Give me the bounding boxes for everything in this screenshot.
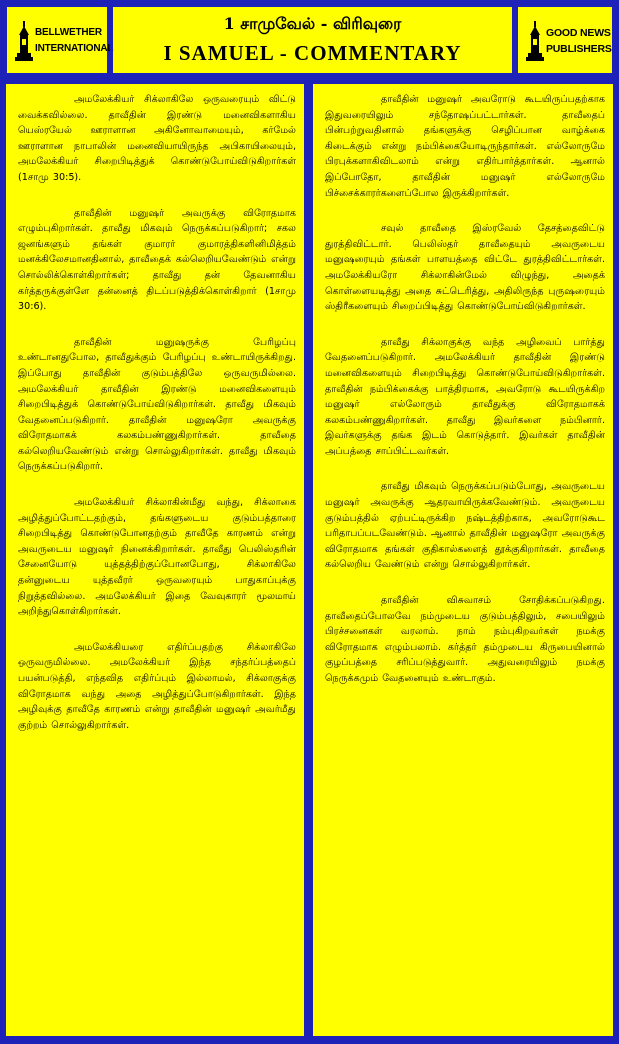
bellwether-logo [4,4,114,76]
right-paragraph-5: தாவீதின் விசுவாசம் சோதிக்கப்படுகிறது. தாவீதைப்போலவே நம்முடைய குடும்பத்திலும், சபையிலும் பிரச்சனைகள் வரலாம். நாம் நம்புகிறவர்கள் நமக்கு விரோதமாக எழும்பலாம். கர்த்தர் தம்முடைய கிருபையினால் குழப்பத்தை சரிப்படுத்துவார். அதுவரையிலும் நமக்கு நெருக்கமும் வேதனையும் உண்டாகும். [325,595,605,684]
right-paragraph-1: தாவீதின் மனுஷர் அவரோடு கூடயிருப்பதற்காக இதுவரையிலும் சந்தோஷப்பட்டார்கள். தாவீதைப் பின்பற்றுவதினால் தங்களுக்கு செழிப்பான வாழ்க்கை கிடைக்கும் என்று நம்பிக்கையோடிருந்தார்கள். எல்லோருமே பிரபுக்களாகிவிடலாம் என்று எதிர்பார்த்தார்கள். ஆனால் இப்போதோ, தாவீதின் மனுஷர் எல்லோருமே பிச்சைக்காரர்களைப்போல இருக்கிறார்கள். [325,94,605,199]
publisher-left-text [35,25,113,57]
bell-tower-icon [15,21,33,61]
right-paragraph-2: சவுல் தாவீதை இஸ்ரவேல் தேசத்தைவிட்டு துரத்திவிட்டார். பெலிஸ்தர் தாவீதையும் அவருடைய மனுஷரையும் தங்கள் பாளயத்தை விட்டே துரத்திவிட்டார்கள். அமலேக்கியரோ சிக்லாகின்மேல் விழுந்து, அதைக் கொள்ளையடித்து அதை சுட்டெரித்து, அதிலிருந்த புருஷரையும் ஸ்திரீகளையும் சிறைப்பிடித்து கொண்டுபோய்விடுகிறார்கள். [325,223,605,313]
header [4,4,615,76]
publisher-right-line-2: PUBLISHERS [546,43,612,55]
right-paragraph-3: தாவீது சிக்லாகுக்கு வந்த அழிவைப் பார்த்து வேதனைப்படுகிறார். அமலேக்கியர் தாவீதின் இரண்டு மனைவிகளையும் சிறைபிடித்து கொண்டுபோய்விடுகிறார்கள். தாவீதின் நம்பிக்கைக்கு பாத்திரமாக, அவரோடு கூடயிருக்கிற மனுஷர் எல்லோரும் தாவீதுக்கு விரோதமாகக் கலகம்பண்ணுகிறார்கள். தாவீது இவர்களை நம்பினார். இவர்களுக்கு தங்க இடம் கொடுத்தார். இவர்கள் தாவீதின் அப்பத்தை சாப்பிட்டவர்கள். [325,336,605,457]
left-paragraph-4: அமலேக்கியர் சிக்லாகின்மீது வந்து, சிக்லாகை அழித்துப்போட்டதற்கும், தங்களுடைய குடும்பத்தாரை சிறைபிடித்து கொண்டுபோனதற்கும் தாவீதே காரணம் என்று அவருடைய மனுஷர் நினைக்கிறார்கள். தாவீது பெலிஸ்தரின் சேனையோடு யுத்தத்திற்குப்போனபோது, சிக்லாகிலே தன்னுடைய யுத்தவீரர் ஒருவரையும் பாதுகாப்புக்கு நிறுத்தவில்லை. அமலேக்கியர் இதை வேவுகாரர் மூலமாய் அறிந்துகொள்கிறார்கள். [18,497,296,618]
left-paragraph-1: அமலேக்கியர் சிக்லாகிலே ஒருவரையும் விட்டு வைக்கவில்லை. தாவீதின் இரண்டு மனைவிகளாகிய யெஸ்ரயேல் ஊராளான அகினோவாமையும், கர்மேல் ஊராளான நாபாலின் மனைவியாயிருந்த அபிகாயிலையும், அமலேக்கியர் சிறைபிடித்துக் கொண்டுபோய்விடுகிறார்கள் (1சாமு 30:5). [18,94,296,183]
right-column [311,82,615,1038]
bell-tower-icon [526,21,544,61]
page-title-english: I SAMUEL - COMMENTARY [163,41,462,65]
title-block [110,4,515,76]
left-paragraph-5: அமலேக்கியரை எதிர்ப்பதற்கு சிக்லாகிலே ஒருவருமில்லை. அமலேக்கியர் இந்த சந்தர்ப்பத்தைப் பயன்படுத்தி, எந்தவித எதிர்ப்பும் இல்லாமல், சிக்லாகுக்கு விரோதமாக வந்து அதை அழித்துப்போடுகிறார்கள். இந்த அழிவுக்கு தாவீதே காரணம் என்று தாவீதின் மனுஷர் அவர்மீது குற்றம் சொல்லுகிறார்கள். [18,641,296,731]
good-news-logo [515,4,615,76]
publisher-left-line-2: INTERNATIONAL [35,43,114,54]
right-paragraph-4: தாவீது மிகவும் நெருக்கப்படும்போது, அவருடைய மனுஷர் அவருக்கு ஆதரவாயிருக்கவேண்டும். அவருடைய குடும்பத்தில் ஏற்பட்டிருக்கிற நஷ்டத்திற்காக, அவரோடுகூட பரிதாபப்படவேண்டும். ஆனால் தாவீதின் மனுஷரோ அவருக்கு விரோதமாக தங்கள் குதிகால்களைத் தூக்குகிறார்கள். தாவீதை கல்லெறிய வேண்டும் என்று சொல்லுகிறார்கள். [325,481,605,571]
left-paragraph-3: தாவீதின் மனுஷருக்கு பேரிழப்பு உண்டானதுபோல, தாவீதுக்கும் பேரிழப்பு உண்டாயிருக்கிறது. இப்போது தாவீதின் குடும்பத்திலே ஒருவருமில்லை. அமலேக்கியர் தாவீதின் இரண்டு மனைவிகளையும் சிறைபிடித்துக் கொண்டுபோய்விடுகிறார்கள். தாவீது மிகவும் வேதனைப்படுகிறார். தாவீதின் மனுஷரோ அவருக்கு விரோதமாகக் கலகம்பண்ணுகிறார்கள். தாவீதை கல்லெறியவேண்டும் என்று சொல்லுகிறார்கள். தாவீது மிகவும் நெருக்கப்படுகிறார். [18,336,296,473]
left-column [4,82,306,1038]
publisher-right-text [546,25,612,57]
publisher-left-line-1: BELLWETHER [35,27,102,38]
page-title-tamil: 1 சாமுவேல் - விரிவுரை [223,14,402,33]
left-paragraph-2: தாவீதின் மனுஷர் அவருக்கு விரோதமாக எழும்புகிறார்கள். தாவீது மிகவும் நெருக்கப்படுகிறார்; சகல ஜனங்களும் தங்கள் குமாரர் குமாரத்திகளினிமித்தம் மனக்கிலேசமானதினால், தாவீதைக் கல்லெறியவேண்டும் என்று சொல்லிக்கொள்கிறார்கள்; தாவீது தன் தேவனாகிய கர்த்தருக்குள்ளே தன்னைத் திடப்படுத்திக்கொள்கிறார் (1சாமு 30:6). [18,207,296,313]
publisher-right-line-1: GOOD NEWS [546,27,611,39]
